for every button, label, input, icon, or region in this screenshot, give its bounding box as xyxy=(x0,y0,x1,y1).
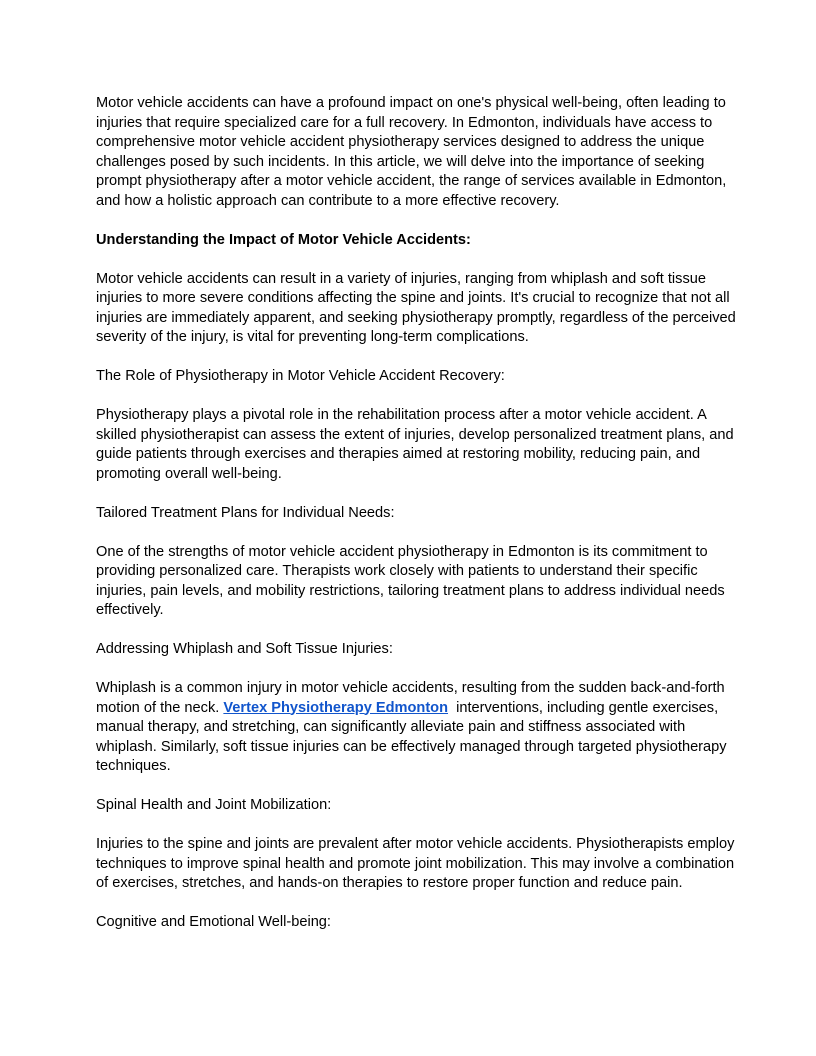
section-body-spinal: Injuries to the spine and joints are prevalent after motor vehicle accidents. Physiotherapists employ techniques to improve spinal health and promote joint mobilization. This may involve a combination of exercises, stretches, and hands-on therapies to restore proper function and reduce pain. xyxy=(96,836,735,891)
section-heading-tailored: Tailored Treatment Plans for Individual Needs: xyxy=(96,504,395,521)
section-heading-role: The Role of Physiotherapy in Motor Vehicle Accident Recovery: xyxy=(96,368,505,384)
section-body-impact: Motor vehicle accidents can result in a variety of injuries, ranging from whiplash and soft tissue injuries to more severe conditions affecting the spine and joints. It's crucial to recognize that not all injuries are immediately apparent, and seeking physiotherapy promptly, regardless of the perceived severity of the injury, is vital for preventing long-term complications. xyxy=(96,270,736,345)
section-heading-cognitive: Cognitive and Emotional Well-being: xyxy=(96,914,331,930)
section-body-whiplash xyxy=(96,679,736,777)
whiplash-text-before-link: Whiplash is a common injury in motor vehicle accidents, resulting from the sudden back-and-forth motion of the neck. xyxy=(96,680,725,716)
section-heading-whiplash: Addressing Whiplash and Soft Tissue Injuries: xyxy=(96,641,393,657)
document-page xyxy=(96,94,736,952)
section-heading-impact: Understanding the Impact of Motor Vehicle Accidents: xyxy=(96,231,471,248)
intro-paragraph: Motor vehicle accidents can have a profound impact on one's physical well-being, often leading to injuries that require specialized care for a full recovery. In Edmonton, individuals have access to comprehensive motor vehicle accident physiotherapy services designed to address the unique challenges posed by such incidents. In this article, we will delve into the importance of seeking prompt physiotherapy after a motor vehicle accident, the range of services available in Edmonton, and how a holistic approach can contribute to a more effective recovery. xyxy=(96,95,727,209)
section-heading-spinal: Spinal Health and Joint Mobilization: xyxy=(96,797,332,813)
vertex-physiotherapy-link[interactable]: Vertex Physiotherapy Edmonton xyxy=(223,699,449,716)
whiplash-text-after-link: interventions, including gentle exercises, manual therapy, and stretching, can significantly alleviate pain and stiffness associated with whiplash. Similarly, soft tissue injuries can be effectively managed through targeted physiotherapy techniques. xyxy=(96,699,731,774)
section-body-role: Physiotherapy plays a pivotal role in the rehabilitation process after a motor vehicle accident. A skilled physiotherapist can assess the extent of injuries, develop personalized treatment plans, and guide patients through exercises and therapies aimed at restoring mobility, reducing pain, and promoting overall well-being. xyxy=(96,407,734,482)
section-body-tailored: One of the strengths of motor vehicle accident physiotherapy in Edmonton is its commitment to providing personalized care. Therapists work closely with patients to understand their specific injuries, pain levels, and mobility restrictions, tailoring treatment plans to address individual needs effectively. xyxy=(96,543,725,618)
